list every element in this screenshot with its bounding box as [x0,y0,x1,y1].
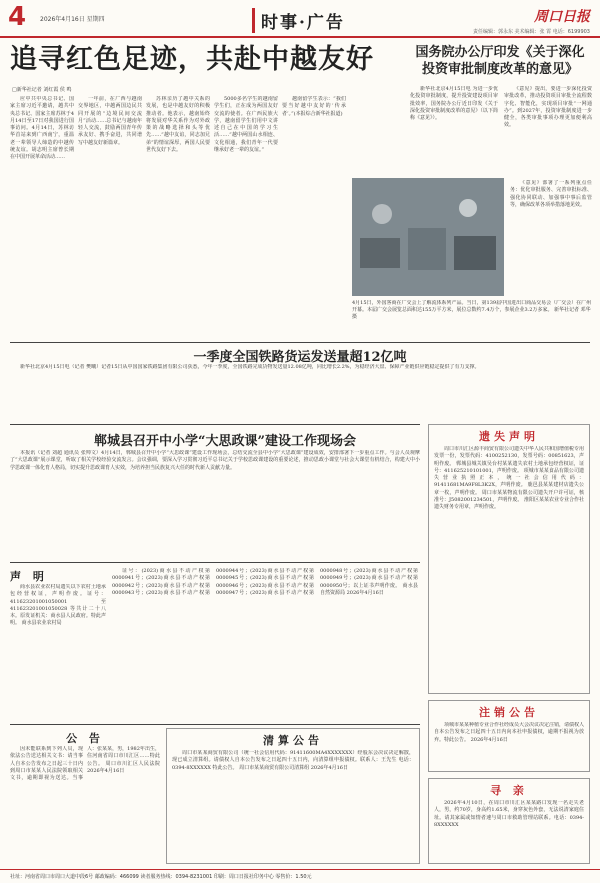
lead-col2 [78,96,142,340]
lead-col2-text: 一年前，在广西与越南交界地区，中越两国边民共同开展的“边境民间交流月”活动……总书记与越南年轻人交流，鼓励两国青年传承友好、携手奋进，共同谱写中越友好新篇章。 [78,96,142,146]
lead-byline: □新华社记者 刘红霞 侯 鸣 [12,87,72,93]
statement-body [10,584,106,720]
trade-body [10,364,590,420]
clear-notice-title: 清算公告 [263,734,323,747]
divider [10,724,420,725]
lead-col4-text: 5000多名学生的越南留学生们，正在成为两国友好交流的使者。在广西民族大学，越南留学生们用中文讲述自己在中国的学习生活……“越中两国山水相连、文化相通，我们青年一代要继承好老一辈的友谊。” [214,96,278,154]
page-number: 4 [8,2,27,32]
trade-headline[interactable]: 一季度全国铁路货运发送量超12亿吨 [193,350,407,365]
lead-headline[interactable]: 追寻红色足迹，共赴中越友好 [10,44,374,75]
lead-col5-text: 越南留学生表示：“我们要当好越中友好的‘传承者’。”(本报综合新华社报道) [282,96,346,117]
announce-body [10,746,160,864]
issue-date: 2026年4月16日 星期四 [40,16,105,23]
cancel-notice-body [434,722,584,770]
seek-body [434,800,584,862]
right-col2 [504,86,592,174]
trade-body-text: 新华社北京4月15日电（记者 樊曦）记者15日从中国国家铁路集团有限公司获悉，今年一季度，全国铁路完成货物发送量12.08亿吨，同比增长2.2%，为稳经济大盘、保障产业链供应链稳定提供了有力支撑。 [20,364,480,370]
cert-list-text: 证号：(2023)商水县不动产权第0000941号；(2023)商水县不动产权第0000942号；(2023)商水县不动产权第0000943号；(2023)商水县不动产权第0000944号；(2023)商水县不动产权第0000945号；(2023)商水县不动产权第0000946号；(2023)商水县不动产权第0000947号；(2023)商水县不动产权第0000948号；(2023)商水县不动产权第0000949号；(2023)商水县不动产权第0000950号；以上证书声明作废。 商水县自然资源局 2026年4月16日 [112,568,418,596]
section-title: 时事·广告 [252,8,345,33]
cert-list [112,568,418,720]
announce-title: 公 告 [66,732,104,745]
rail-body-text: 本报讯（记者 刘超 通讯员 张帅文）4月14日，郸城县召开中小学“大思政课”建设工作现场会，总结交流全县中小学“大思政课”建设成效，安排部署下一步重点工作。与会人员观摩了“大思政课”展示课堂，听取了相关学校经验交流发言。会议强调，要深入学习贯彻习近平总书记关于学校思政课建设的重要论述，推动思政小课堂与社会大课堂有机结合，构建大中小学思政课一体化育人格局，切实提升思政课育人实效，为培养担当民族复兴大任的时代新人贡献力量。 [10,450,420,471]
right-col3 [510,180,592,296]
divider [10,424,420,425]
announce-text: 因未能联系到下列人员，现依法公告送达相关文书：请当事人自本公告发布之日起三十日内到周口市某某人民法院领取相关文书，逾期即视为送达。当事人：张某某，男，1982年出生，住河南省周口市川汇区……特此公告。 周口市川汇区人民法院 2026年4月16日 [10,746,160,782]
photo-caption: 4月15日，外国客商在广交会上了解流体系列产品。当日，第139届中国进出口商品交易会（广交会）在广州开幕。本届广交会展览总面积达155万平方米，展位总数约7.4万个，参展企业3.2万多家。 新华社记者 邓华 摄 [352,300,592,320]
statement-text: 商水县农业农村局遗失以下农村土地承包经营权证，声明作废。证号：411623201001050001 至 411623201001050028 等共计二十八本。原发证机关：商水县人民政府。特此声明。 商水县农业农村局 [10,584,106,627]
divider [10,562,420,563]
cancel-notice-text: 项城市某某种植专业合作社经成员大会决议决定注销，请债权人自本公告发布之日起四十五日内向本社申报债权，逾期不报视为放弃。特此公告。 2026年4月16日 [434,722,584,743]
loss-notice-title: 遗失声明 [479,430,539,443]
lead-col5 [282,96,346,340]
lead-col1-text: 应中共中央总书记、国家主席习近平邀请，越共中央总书记、国家主席苏林于4月14日至17日对我国进行国事访问。4月14日，苏林访华首站来到广西南宁，重温老一辈领导人缔造的中越传统友谊。胡志明主席曾长期在中国开展革命活动…… [10,96,74,161]
lead-col3 [146,96,210,340]
right-col1 [410,86,498,174]
seek-title: 寻 亲 [490,784,528,797]
right-body1: 新华社北京4月15日电 为进一步优化投资审批制度，提升投资建设项目审批效率，国务院办公厅近日印发《关于深化投资审批制度改革的意见》（以下简称《意见》）。 [410,86,498,122]
loss-notice-body [434,446,584,688]
rail-body [10,450,420,558]
lead-col4 [214,96,278,340]
clear-notice-text: 周口市某某商贸有限公司（统一社会信用代码：91411600MA4XXXXXXX）经股东会决议决定解散，现已成立清算组。请债权人自本公告发布之日起四十五日内，向清算组申报债权。联系人：王先生 电话：0394-8XXXXXX 特此公告。 周口市某某商贸有限公司清算组 2026年4月16日 [172,750,414,771]
staff-line: 责任编辑：郭永东 美术编辑：张 霄 电话：6199903 [472,29,590,35]
trade-fair-photo [352,178,504,296]
loss-notice-text: 周口市川汇区源丰商贸有限公司遗失中华人民共和国增值税专用发票一份，发票代码：4100252130，发票号码：00851623，声明作废。 郸城县城关镇吴台村某某遗失农村土地承包经营权证，证号：411625210101001，声明作废。 项城市某某食品有限公司遗失营业执照正本，统一社会信用代码：91411681MA9F8L3K2X，声明作废。 鹿邑县某某建材店遗失公章一枚，声明作废。 周口市某某物流有限公司遗失开户许可证，核准号：J5082001234501，声明作废。 淮阳区某某农业专业合作社遗失财务专用章，声明作废。 [434,446,584,511]
photo-placeholder-icon [352,178,504,296]
lead-col1 [10,96,74,340]
cancel-notice-title: 注销公告 [479,706,539,719]
lead-col3-text: 苏林亲历了越中关系的发展，也是中越友好的积极推动者。他表示，越南始终将发展对华关系作为对外政策的战略选择和头等优先……“越中友谊，同志加兄弟”的情谊深厚，两国人民要世代友好下去。 [146,96,210,154]
newspaper-logo: 周口日报 [534,9,590,25]
seek-text: 2026年4月10日，在周口市川汇区某某路口发现一名走失老人，男，约70岁，身高约1.65米，身穿灰色外套，无法说清家庭住址。请其家属或知情者速与周口市救助管理站联系。电话：0394-8XXXXXX [434,800,584,828]
clear-notice-body [172,750,414,860]
right-body2: 《意见》提出，要进一步深化投资审批改革，推动投资项目审批全流程数字化、智能化，实现项目审批“一网通办”。到2027年，投资审批制度进一步健全，各类审批事项办理更加便利高效。 [504,86,592,129]
footer: 社址：河南省周口市周口大道中段6号 邮政编码：466099 读者服务热线：0394-8231001 印刷：周口日报社印务中心 零售价：1.50元 [0,869,600,883]
statement-title: 声 明 [10,570,48,583]
right-headline[interactable]: 国务院办公厅印发《关于深化投资审批制度改革的意见》 [415,45,585,77]
rail-headline[interactable]: 郸城县召开中小学“大思政课”建设工作现场会 [94,434,356,449]
divider [10,342,590,343]
right-body3: 《意见》部署了一系列重点任务：优化审批服务、完善审批标准、强化协同联动、加强事中事后监管等，确保改革各项举措落地见效。 [510,180,592,208]
